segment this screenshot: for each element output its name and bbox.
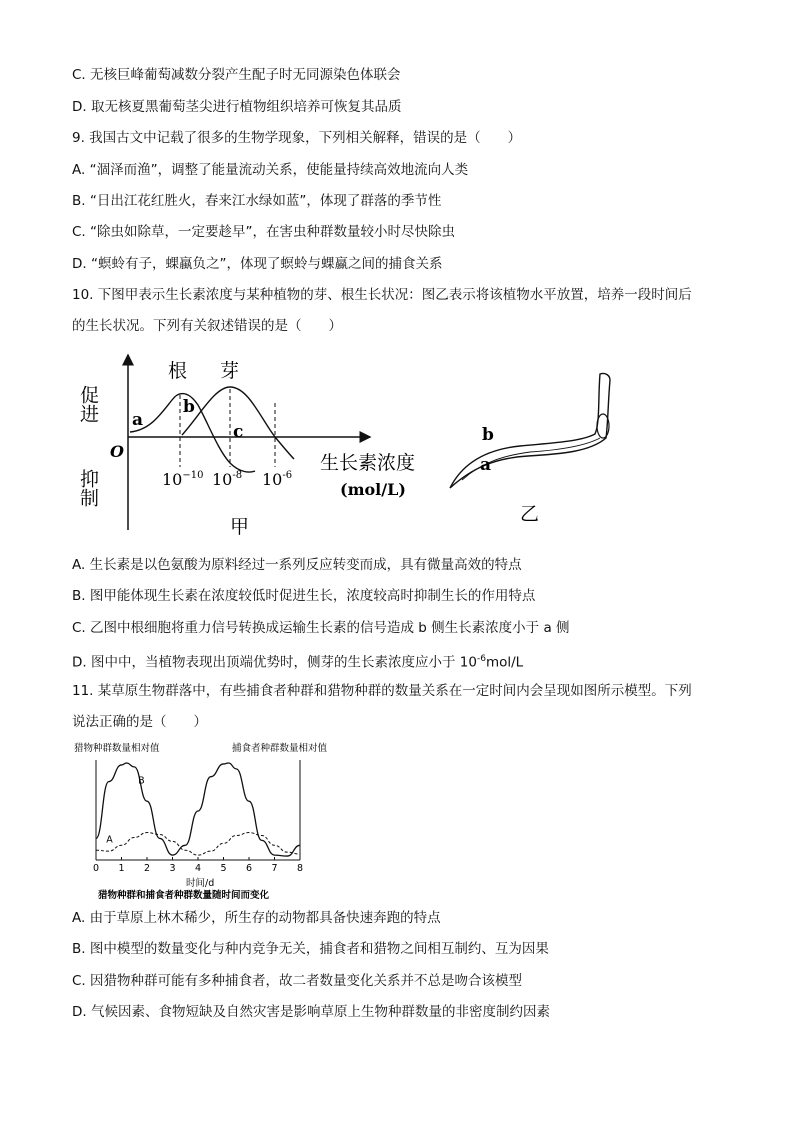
option-11b: B. 图中模型的数量变化与种内竞争无关，捕食者和猎物之间相互制约、互为因果 [72,941,549,957]
bud-label: 芽 [220,360,240,382]
tick-2: $10^{-8}$ [212,470,243,489]
y-label-promote: 促进 [77,385,99,423]
question-9-stem: 9. 我国古文中记载了很多的生物学现象，下列相关解释，错误的是（ ） [72,130,522,146]
x-axis-label: 生长素浓度 [320,452,416,474]
question-11-stem-line2: 说法正确的是（ ） [72,714,207,730]
point-b-label: b [183,397,195,417]
x-tick-label: 6 [246,863,253,874]
point-c-label: c [233,422,244,442]
figure-yi [440,368,620,528]
side-a-label: a [480,455,492,475]
x-axis-unit: (mol/L) [340,480,406,499]
question-10-stem-line1: 10. 下图甲表示生长素浓度与某种植物的芽、根生长状况：图乙表示将该植物水平放置，培养一段时间后 [72,287,692,303]
x-tick-label: 8 [297,863,304,874]
series-A-line [96,833,300,856]
tick-3: $10^{-6}$ [262,470,293,489]
x-tick-label: 1 [118,863,125,874]
option-10b: B. 图甲能体现生长素在浓度较低时促进生长，浓度较高时抑制生长的作用特点 [72,588,536,604]
option-9d: D. “螟蛉有子，蜾蠃负之”，体现了螟蛉与蜾蠃之间的捕食关系 [72,256,443,272]
origin-label: O [110,442,124,461]
series-B-label: B [138,775,145,787]
side-b-label: b [482,425,494,445]
figure-yi-caption: 乙 [520,503,540,525]
question-10-stem-line2: 的生长状况。下列有关叙述错误的是（ ） [72,318,342,334]
option-10c: C. 乙图中根细胞将重力信号转换成运输生长素的信号造成 b 侧生长素浓度小于 a 侧 [72,620,570,636]
option-11c: C. 因猎物种群可能有多种捕食者，故二者数量变化关系并不总是吻合该模型 [72,973,523,989]
point-a-label: a [132,410,144,430]
question-11-stem-line1: 11. 某草原生物群落中，有些捕食者种群和猎物种群的数量关系在一定时间内会呈现如图所示模型。下列 [72,683,692,699]
figure-jia-caption: 甲 [230,516,250,538]
option-10d: D. 图中中，当植物表现出顶端优势时，侧芽的生长素浓度应小于 $10^{-6}mol/L$ [72,654,524,671]
x-tick-label: 4 [195,863,202,874]
x-tick-label: 2 [144,863,151,874]
root-label: 根 [168,360,188,382]
option-9b: B. “日出江花红胜火，春来江水绿如蓝”，体现了群落的季节性 [72,193,442,209]
option-9a: A. “涸泽而渔”，调整了能量流动关系，使能量持续高效地流向人类 [72,162,469,178]
right-y-label: 捕食者种群数量相对值 [232,743,328,754]
left-y-label: 猎物种群数量相对值 [74,743,160,754]
y-label-inhibit: 抑制 [77,469,99,507]
series-A-label: A [106,834,113,846]
tick-1: $10^{-10}$ [162,470,204,489]
option-10a: A. 生长素是以色氨酸为原料经过一系列反应转变而成，具有微量高效的特点 [72,557,522,573]
option-11d: D. 气候因素、食物短缺及自然灾害是影响草原上生物种群数量的非密度制约因素 [72,1004,550,1020]
option-8d: D. 取无核夏黑葡萄茎尖进行植物组织培养可恢复其品质 [72,99,402,115]
option-9c: C. “除虫如除草，一定要趁早”，在害虫种群数量较小时尽快除虫 [72,224,455,240]
predator-prey-chart [70,738,370,903]
x-tick-label: 3 [169,863,176,874]
x-tick-label: 7 [271,863,278,874]
x-tick-label: 0 [93,863,100,874]
chart-caption: 猎物种群和捕食者种群数量随时间而变化 [98,890,270,901]
figure-jia [77,345,440,545]
x-tick-label: 5 [220,863,227,874]
option-11a: A. 由于草原上林木稀少，所生存的动物都具备快速奔跑的特点 [72,910,441,926]
x-axis-label: 时间/d [186,878,215,889]
option-8c: C. 无核巨峰葡萄减数分裂产生配子时无同源染色体联会 [72,67,401,83]
